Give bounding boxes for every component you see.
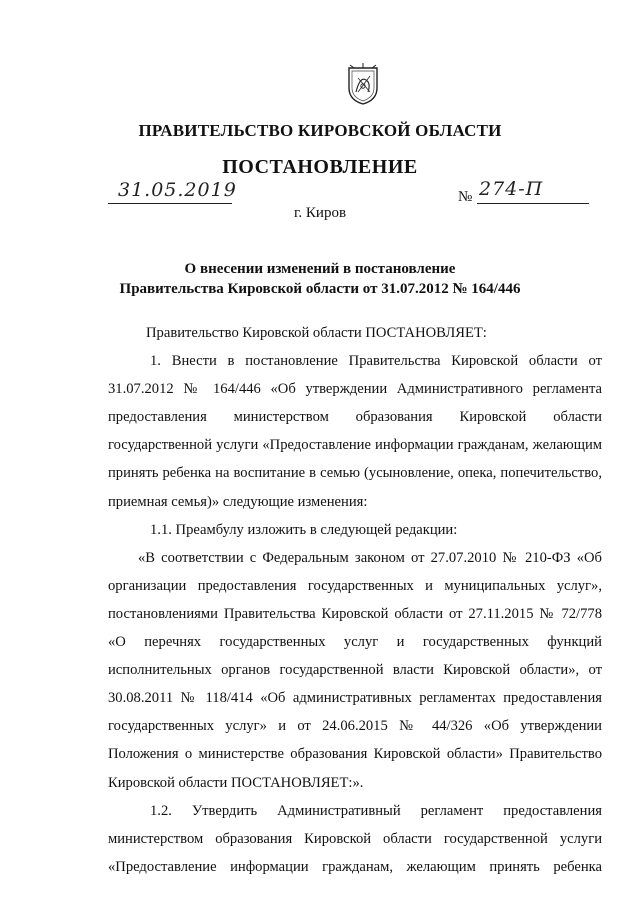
subject-line-1: О внесении изменений в постановление: [184, 261, 456, 277]
paragraph-preamble: «В соответствии с Федеральным законом от 27.07.2010 № 210-ФЗ «Об организации предоставления государственных и муниципальных услуг», постановлениями Правительства Кировской области от 27.11.2015 № 72/778 «О перечнях государственных услуг и государственных функций исполнительных органов государственной власти Кировской области», от 30.08.2011 № 118/414 «Об административных регламентах предоставления государственных услуг» и от 24.06.2015 № 44/326 «Об утверждении Положения о министерстве образования Кировской области» Правительство Кировской области ПОСТАНОВЛЯЕТ:».: [108, 549, 602, 791]
paragraph-decree: Правительство Кировской области ПОСТАНОВЛЯЕТ:: [146, 325, 487, 341]
paragraph-item-1-2: 1.2. Утвердить Административный регламент предоставления министерством образования Кировской области государственной услуги «Предоставление информации гражданам, желающим принять ребенка: [108, 802, 602, 875]
number-field: [477, 178, 589, 204]
handwritten-date: 31.05.2019: [118, 179, 237, 201]
paragraph-item-1: 1. Внести в постановление Правительства Кировской области от 31.07.2012 № 164/446 «Об утверждении Административного регламента предоставления министерством образования Кировской области государственной услуги «Предоставление информации гражданам, желающим принять ребенка на воспитание в семью (усыновление, опека, попечительство, приемная семья)» следующие изменения:: [108, 353, 602, 510]
city-name: г. Киров: [293, 205, 347, 221]
coat-of-arms-icon: [346, 62, 380, 106]
document-subject: [0, 259, 640, 299]
subject-line-2: Правительства Кировской области от 31.07.2012 № 164/446: [119, 281, 521, 297]
document-type: ПОСТАНОВЛЕНИЕ: [222, 156, 418, 178]
date-field: [108, 179, 237, 204]
number-sign: №: [458, 189, 473, 205]
document-body: [108, 319, 602, 881]
government-name: ПРАВИТЕЛЬСТВО КИРОВСКОЙ ОБЛАСТИ: [138, 121, 502, 140]
paragraph-item-1-1: 1.1. Преамбулу изложить в следующей редакции:: [150, 521, 458, 538]
handwritten-number: 274-П: [479, 178, 544, 200]
